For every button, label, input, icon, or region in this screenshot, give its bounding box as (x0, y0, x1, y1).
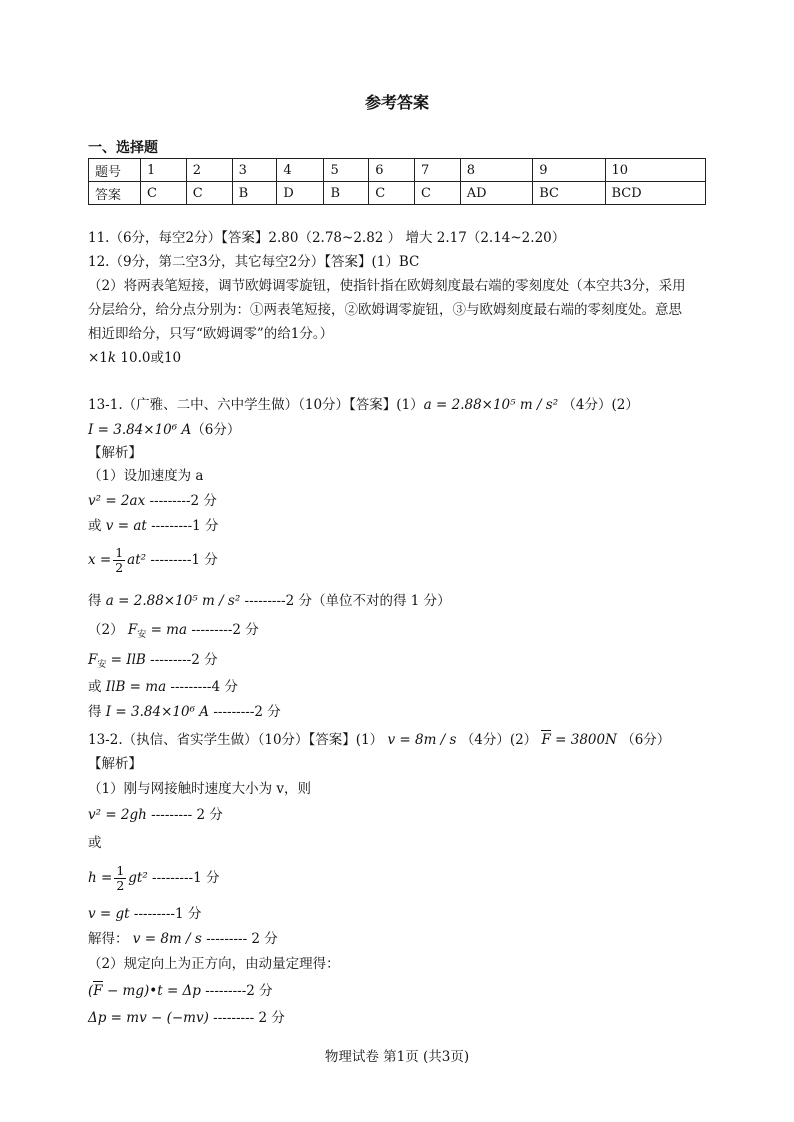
math-segment: v = 8m / s (132, 931, 202, 947)
math-segment: = IlB (106, 652, 146, 668)
table-cell: 10 (605, 159, 706, 182)
analysis-line (88, 517, 219, 535)
math-segment: = ma (146, 622, 188, 638)
table-cell: 9 (533, 159, 605, 182)
analysis-line: 或 (88, 835, 102, 851)
answer-line-q12-note: 相近即给分，只写“欧姆调零”的给1分。） (88, 326, 334, 342)
subscript: 安 (97, 660, 107, 670)
answer-line-q12-scoring: 分层给分，给分点分别为：①两表笔短接，②欧姆调零旋钮，③与欧姆刻度最右端的零刻度处。意思 (88, 302, 682, 318)
table-cell: C (369, 182, 415, 205)
fraction (113, 546, 125, 575)
text-segment: ---------2 分 (187, 622, 259, 638)
answer-line-q12-range (88, 349, 181, 367)
fraction-numerator: 1 (115, 545, 124, 560)
math-segment: − mg)•t = Δp (102, 983, 201, 999)
answer-table (88, 158, 706, 205)
math-segment-overbar: F (541, 732, 551, 748)
analysis-line (88, 621, 259, 644)
analysis-line: （2）规定向上为正方向，由动量定理得： (88, 956, 340, 972)
answer-line-q13-1-current (88, 421, 240, 439)
math-segment: a = 2.88×10⁵ m / s² (105, 593, 241, 609)
table-cell: 题号 (89, 159, 141, 182)
analysis-heading: 【解析】 (88, 756, 142, 772)
text-segment: ---------2 分（单位不对的得 1 分） (240, 593, 451, 609)
analysis-line (88, 703, 281, 721)
page-footer: 物理试卷 第1页 (共3页) (324, 1049, 470, 1065)
text-segment: ---------1 分 (146, 518, 219, 534)
table-cell: 5 (324, 159, 369, 182)
analysis-line (88, 982, 273, 1000)
text-segment: 得 (88, 704, 106, 720)
text-segment: （2） (88, 622, 128, 638)
analysis-line (88, 905, 201, 923)
text-segment: 解得： (88, 931, 133, 947)
text-segment: 或 (88, 679, 106, 695)
text-segment: --------- 2 分 (146, 807, 223, 823)
analysis-line (88, 678, 238, 696)
answer-line-q12-part2: （2）将两表笔短接，调节欧姆调零旋钮，使指针指在欧姆刻度最右端的零刻度处（本空共3分，采用 (88, 278, 686, 294)
text-segment: ×1 (88, 350, 108, 366)
math-segment: gt² (128, 870, 148, 886)
fraction-numerator: 1 (116, 863, 125, 878)
text-segment: 或 (88, 518, 106, 534)
math-segment: F (88, 652, 98, 668)
table-cell: 8 (460, 159, 532, 182)
text-segment: 13-1.（广雅、二中、六中学生做）（10分）【答案】(1） (88, 397, 424, 413)
analysis-line (88, 592, 451, 610)
answer-line-q11: 11.（6分，每空2分）【答案】2.80（2.78~2.82 ） 增大 2.17（2.14~2.20） (88, 230, 566, 246)
text-segment: ---------2 分 (145, 493, 217, 509)
text-segment: 得 (88, 593, 106, 609)
table-cell: 4 (277, 159, 324, 182)
table-row-header (89, 159, 706, 182)
table-cell: D (277, 182, 324, 205)
math-segment: v² = 2gh (88, 807, 147, 823)
math-segment: v² = 2ax (88, 493, 146, 509)
table-cell: 6 (369, 159, 415, 182)
table-cell: C (415, 182, 461, 205)
table-cell: B (324, 182, 369, 205)
text-segment: ---------4 分 (166, 679, 238, 695)
analysis-line (88, 651, 218, 674)
table-cell: B (232, 182, 277, 205)
table-cell: 3 (232, 159, 277, 182)
page-title: 参考答案 (364, 93, 429, 112)
fraction-denominator: 2 (115, 560, 124, 575)
section-heading-choice: 一、选择题 (88, 140, 158, 156)
math-segment: ( (88, 983, 94, 999)
text-segment: --------- 2 分 (208, 1010, 285, 1026)
analysis-line (88, 1009, 285, 1027)
math-segment: F (127, 622, 138, 638)
text-segment: （4分）(2） (456, 732, 542, 748)
analysis-line: （1）设加速度为 a (88, 468, 204, 484)
text-segment: 13-2.（执信、省实学生做）（10分）【答案】(1） (88, 732, 388, 748)
text-segment: ---------2 分 (209, 704, 281, 720)
analysis-line: （1）刚与网接触时速度大小为 v，则 (88, 781, 312, 797)
math-segment: I = 3.84×10⁶ A (105, 704, 210, 720)
table-cell: C (186, 182, 232, 205)
text-segment: （6分） (616, 732, 671, 748)
table-cell: 答案 (89, 182, 141, 205)
table-cell: BCD (605, 182, 706, 205)
math-segment: v = gt (88, 906, 130, 922)
text-segment: 10.0或10 (116, 350, 182, 366)
fraction-denominator: 2 (116, 878, 125, 893)
text-segment: （4分）(2） (558, 397, 639, 413)
table-cell: C (141, 182, 187, 205)
answer-line-q12: 12.（9分，第二空3分，其它每空2分）【答案】(1）BC (88, 254, 420, 270)
answer-line-q13-2 (88, 731, 670, 749)
table-cell: AD (460, 182, 532, 205)
table-cell: BC (533, 182, 605, 205)
subscript: 安 (137, 630, 147, 640)
text-segment: （6分） (191, 422, 241, 438)
text-segment: ---------2 分 (145, 652, 218, 668)
math-segment: at² (127, 552, 147, 568)
text-segment: ---------1 分 (147, 870, 220, 886)
math-segment: IlB = ma (105, 679, 167, 695)
math-segment: x = (88, 552, 112, 568)
math-segment-overbar: F (93, 983, 103, 999)
analysis-line-fraction (88, 863, 219, 893)
math-segment: = 3800N (550, 732, 617, 748)
text-segment: ---------2 分 (200, 983, 273, 999)
analysis-line (88, 930, 278, 948)
math-segment: Δp = mv − (−mv) (88, 1010, 209, 1026)
analysis-heading: 【解析】 (88, 445, 142, 461)
text-segment: ---------1 分 (129, 906, 202, 922)
math-segment: v = 8m / s (387, 732, 457, 748)
table-cell: 2 (186, 159, 232, 182)
text-segment: --------- 2 分 (201, 931, 278, 947)
math-segment: k (107, 350, 117, 366)
fraction (114, 864, 126, 893)
table-cell: 1 (141, 159, 187, 182)
math-segment: v = at (105, 518, 147, 534)
analysis-line (88, 492, 217, 510)
table-cell: 7 (415, 159, 461, 182)
math-segment: I = 3.84×10⁶ A (88, 422, 192, 438)
analysis-line (88, 806, 223, 824)
table-row-answers (89, 182, 706, 205)
answer-line-q13-1 (88, 396, 639, 414)
analysis-line-fraction (88, 545, 218, 575)
math-segment: a = 2.88×10⁵ m / s² (423, 397, 559, 413)
math-segment: h = (88, 870, 113, 886)
text-segment: ---------1 分 (146, 552, 218, 568)
